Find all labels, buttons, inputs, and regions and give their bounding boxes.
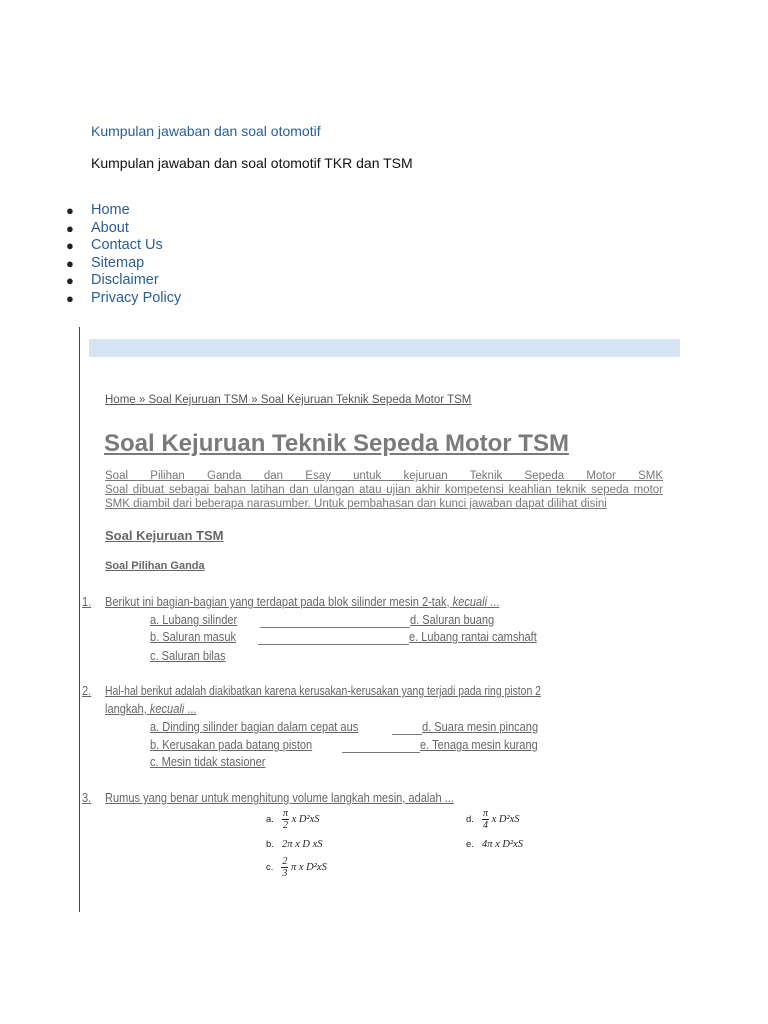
breadcrumb (105, 394, 471, 406)
content-left-border (79, 327, 80, 912)
option-underline (392, 734, 422, 735)
option-c: c. Saluran bilas (150, 648, 226, 663)
site-description: Kumpulan jawaban dan soal otomotif TKR dan TSM (91, 155, 413, 171)
option-b: b. Kerusakan pada batang piston (150, 737, 313, 752)
bullet-icon: ● (66, 238, 74, 254)
nav-link-about[interactable]: About (91, 219, 129, 236)
breadcrumb-current: Soal Kejuruan Teknik Sepeda Motor TSM (260, 394, 472, 406)
site-title-link[interactable]: Kumpulan jawaban dan soal otomotif (91, 123, 321, 139)
question-text-line2: langkah, kecuali ... (105, 701, 197, 716)
question-text: Berikut ini bagian-bagian yang terdapat pada blok silinder mesin 2-tak, kecuali ... (105, 594, 500, 609)
question-text: Hal-hal berikut adalah diakibatkan karena kerusakan-kerusakan yang terjadi pada ring piston 2 (105, 683, 541, 698)
formula-option-b: b. 2π x D xS (266, 839, 323, 850)
option-b: b. Saluran masuk (150, 629, 236, 644)
intro-paragraph: Soal dibuat sebagai bahan latihan dan ulangan atau ujian akhir kompetensi keahlian teknik sepeda motor SMK diambil dari beberapa narasumber. Untuk pembahasan dan kunci jawaban dapat dilihat disini (105, 484, 663, 510)
option-d: d. Saluran buang (410, 612, 495, 627)
question-number: 2. (82, 683, 92, 698)
option-e: e. Tenaga mesin kurang (420, 737, 538, 752)
nav-link-disclaimer[interactable]: Disclaimer (91, 272, 159, 289)
option-d: d. Suara mesin pincang (422, 719, 539, 734)
question-number: 1. (82, 594, 92, 609)
option-e: e. Lubang rantai camshaft (409, 629, 537, 644)
bullet-icon: ● (66, 203, 74, 218)
option-c: c. Mesin tidak stasioner (150, 754, 266, 769)
question-number: 3. (82, 790, 92, 805)
formula-option-d: d. $\frac{\pi}{4}$ x D²xS (466, 808, 520, 831)
option-a: a. Lubang silinder (150, 612, 238, 627)
nav-link-sitemap[interactable]: Sitemap (91, 254, 145, 271)
nav-link-privacy[interactable]: Privacy Policy (91, 289, 182, 306)
nav-link-home[interactable]: Home (91, 202, 130, 218)
nav-link-contact[interactable]: Contact Us (91, 237, 163, 254)
bullet-icon: ● (66, 220, 74, 236)
formula-option-a: a. $\frac{\pi}{2}$ x D²xS (266, 808, 320, 831)
question-text: Rumus yang benar untuk menghitung volume langkah mesin, adalah ... (105, 790, 454, 805)
breadcrumb-separator: » (251, 394, 258, 406)
breadcrumb-category[interactable]: Soal Kejuruan TSM (148, 394, 249, 406)
option-underline (260, 627, 410, 628)
option-a: a. Dinding silinder bagian dalam cepat aus (150, 719, 359, 734)
formula-option-c: c. $\frac{2}{3}$ π x D²xS (266, 856, 327, 879)
header-bar (89, 339, 680, 357)
breadcrumb-separator: » (138, 394, 146, 406)
subsection-title: Soal Pilihan Ganda (105, 560, 205, 572)
post-intro (105, 469, 663, 511)
bullet-icon: ● (66, 255, 74, 271)
section-title: Soal Kejuruan TSM (105, 528, 224, 543)
bullet-icon: ● (66, 290, 74, 306)
post-title: Soal Kejuruan Teknik Sepeda Motor TSM (104, 430, 569, 457)
formula-option-e: e. 4π x D²xS (466, 839, 523, 850)
option-underline (342, 752, 420, 753)
bullet-icon: ● (66, 273, 74, 289)
option-underline (258, 644, 409, 645)
intro-line: Soal Pilihan Ganda dan Esay untuk kejuruan Teknik Sepeda Motor SMK (105, 470, 663, 482)
breadcrumb-home[interactable]: Home (105, 394, 136, 406)
